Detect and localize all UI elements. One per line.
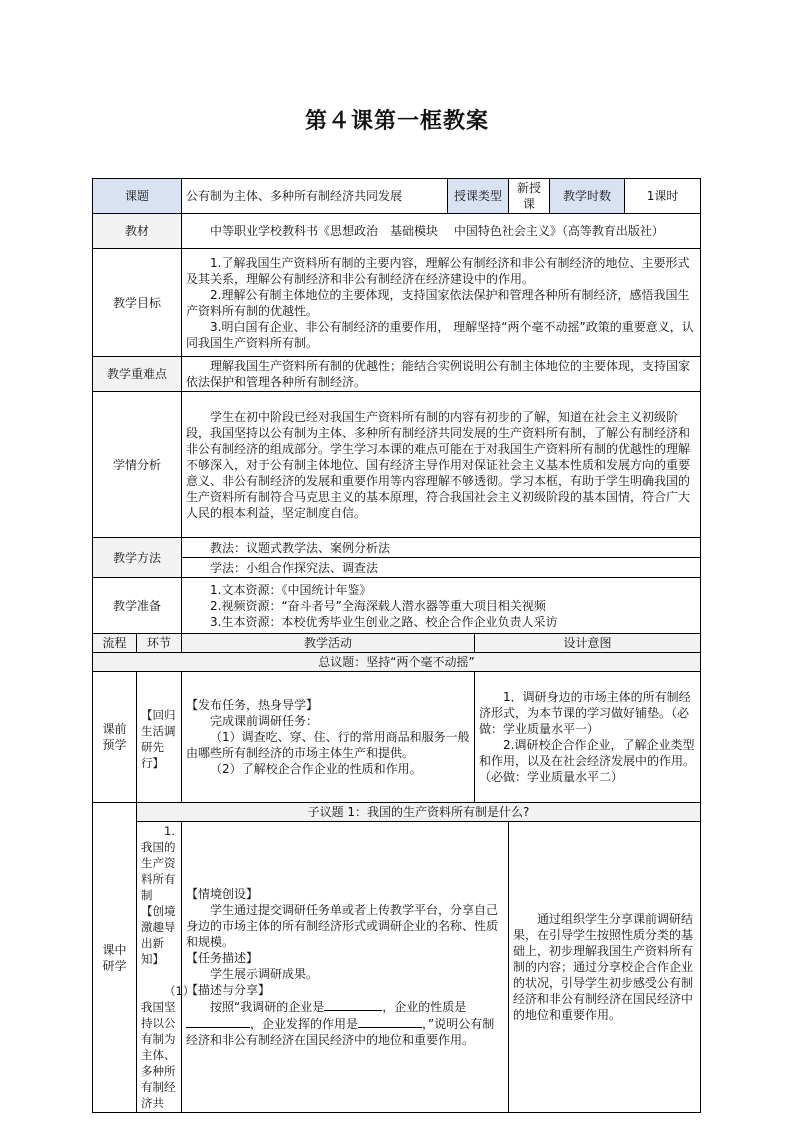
textbook-label: 教材 [93, 214, 182, 249]
fill-blank [358, 1015, 422, 1028]
pre-class-step: 【回归生活调研先行】 [137, 672, 182, 803]
teaching-method: 教法：议题式教学法、案例分析法 [210, 540, 391, 555]
objective-item: 2.理解公有制主体地位的主要体现，支持国家依法保护和管理各种所有制经济，感悟我国生产资料所有制的优越性。 [186, 287, 690, 318]
topic-value: 公有制为主体、多种所有制经济共同发展 [182, 179, 448, 214]
activity-heading-share: 【描述与分享】 [186, 983, 271, 997]
activity-heading-scenario: 【情境创设】 [186, 887, 259, 901]
preparation-item: 2.视频资源：“奋斗者号”全海深载人潜水器等重大项目相关视频 [210, 598, 546, 613]
in-class-intent: 通过组织学生分享课前调研结果，在引导学生按照性质分类的基础上，初步理解我国生产资料所有制的内容；通过分享校企合作企业的状况，引导学生初步感受公有制经济和非公有制经济在国民经济中的地位和重要作用。 [513, 912, 694, 1022]
hours-label: 教学时数 [550, 179, 625, 214]
share-text-part: ，企业的性质是 [382, 1000, 467, 1014]
document-title: 第４课第一框教案 [304, 109, 489, 134]
flow-intent-header: 设计意图 [475, 634, 701, 653]
lesson-type-value: 新授课 [509, 179, 550, 214]
pre-class-label: 课前预学 [93, 672, 137, 803]
textbook-value: 中等职业学校教科书《思想政治 基础模块 中国特色社会主义》（高等教育出版社） [210, 224, 664, 238]
hours-value: 1课时 [625, 179, 701, 214]
activity-heading-task: 【任务描述】 [186, 951, 259, 965]
flow-step-header: 环节 [137, 634, 182, 653]
preparation-label: 教学准备 [93, 578, 182, 634]
activity-scenario-text: 学生通过提交调研任务单或者上传教学平台，分享自己身边的市场主体的所有制经济形式或调研企业的名称、性质和规模。 [186, 903, 499, 949]
learning-method: 学法：小组合作探究法、调查法 [210, 560, 379, 575]
main-topic: 总议题：坚持“两个毫不动摇” [93, 653, 701, 672]
analysis-value: 学生在初中阶段已经对我国生产资料所有制的内容有初步的了解，知道在社会主义初级阶段，我国坚持以公有制为主体、多种所有制经济共同发展的生产资料所有制，了解公有制经济和非公有制经济的组成部分。学生学习本课的难点可能在于对我国生产资料所有制的优越性的理解不够深入，对于公有制主体地位、国有经济主导作用对保证社会主义基本性质和发展方向的重要意义、非公有制经济的发展和重要作用等内容理解不够透彻。学习本框，有助于学生明确我国的生产资料所有制符合马克思主义的基本原理，符合我国社会主义初级阶段的基本国情，符合广大人民的根本利益，坚定制度自信。 [186, 409, 691, 520]
activity-share-text [186, 998, 504, 1048]
key-points-value: 理解我国生产资料所有制的优越性；能结合实例说明公有制主体地位的主要体现，支持国家依法保护和管理各种所有制经济。 [186, 359, 691, 389]
share-text-part: ，企业发挥的作用是 [250, 1017, 359, 1031]
in-class-step-sub: 【创境激趣导出新知】 [141, 904, 176, 966]
analysis-label: 学情分析 [93, 392, 182, 538]
objectives-label: 教学目标 [93, 249, 182, 357]
topic-label: 课题 [93, 179, 182, 214]
flow-activity-header: 教学活动 [182, 634, 475, 653]
pre-class-intent-line: 1．调研身边的市场主体的所有制经济形式，为本节课的学习做好铺垫。（必做：学业质量水平一） [479, 690, 691, 736]
pre-class-activity-line: （2）了解校企合作企业的性质和作用。 [210, 762, 422, 776]
pre-class-activity-line: （1）调查吃、穿、住、行的常用商品和服务一般由哪些所有制经济的市场主体生产和提供。 [186, 730, 470, 760]
preparation-item: 3.生本资源：本校优秀毕业生创业之路、校企合作企业负责人采访 [210, 614, 558, 629]
pre-class-activity-line: 完成课前调研任务： [210, 714, 319, 728]
in-class-step-title: 1.我国的生产资料所有制 [141, 824, 176, 902]
in-class-label: 课中研学 [93, 803, 137, 1113]
methods-label: 教学方法 [93, 538, 182, 578]
fill-blank [186, 1015, 250, 1028]
flow-process-header: 流程 [93, 634, 137, 653]
lesson-type-label: 授课类型 [448, 179, 509, 214]
preparation-item: 1.文本资源：《中国统计年鉴》 [210, 582, 372, 597]
pre-class-intent-line: 2.调研校企合作企业，了解企业类型和作用，以及在社会经济发展中的作用。（必做：学业质量水平二） [479, 738, 696, 784]
share-text-part: 按照“我调研的企业是 [210, 1000, 325, 1014]
fill-blank [324, 998, 382, 1011]
objective-item: 3.明白国有企业、非公有制经济的重要作用， 理解坚持“两个毫不动摇”政策的重要意义，认同我国生产资料所有制。 [186, 319, 694, 350]
in-class-step-point: （1）我国坚持以公有制为主体、多种所有制经济共 [141, 984, 195, 1110]
objective-item: 1.了解我国生产资料所有制的主要内容，理解公有制经济和非公有制经济的地位、主要形式及其关系，理解公有制经济和非公有制经济在经济建设中的作用。 [186, 255, 690, 286]
lesson-plan-table [92, 178, 701, 1113]
activity-task-text: 学生展示调研成果。 [210, 967, 319, 981]
pre-class-activity-head: 【发布任务，热身导学】 [186, 698, 319, 712]
sub-topic: 子议题 1：我国的生产资料所有制是什么? [137, 803, 701, 822]
key-points-label: 教学重难点 [93, 357, 182, 392]
share-text-part: ，”说明公有制经济和非公有制经济在国民经济中的地位和重要作用。 [186, 1017, 495, 1047]
